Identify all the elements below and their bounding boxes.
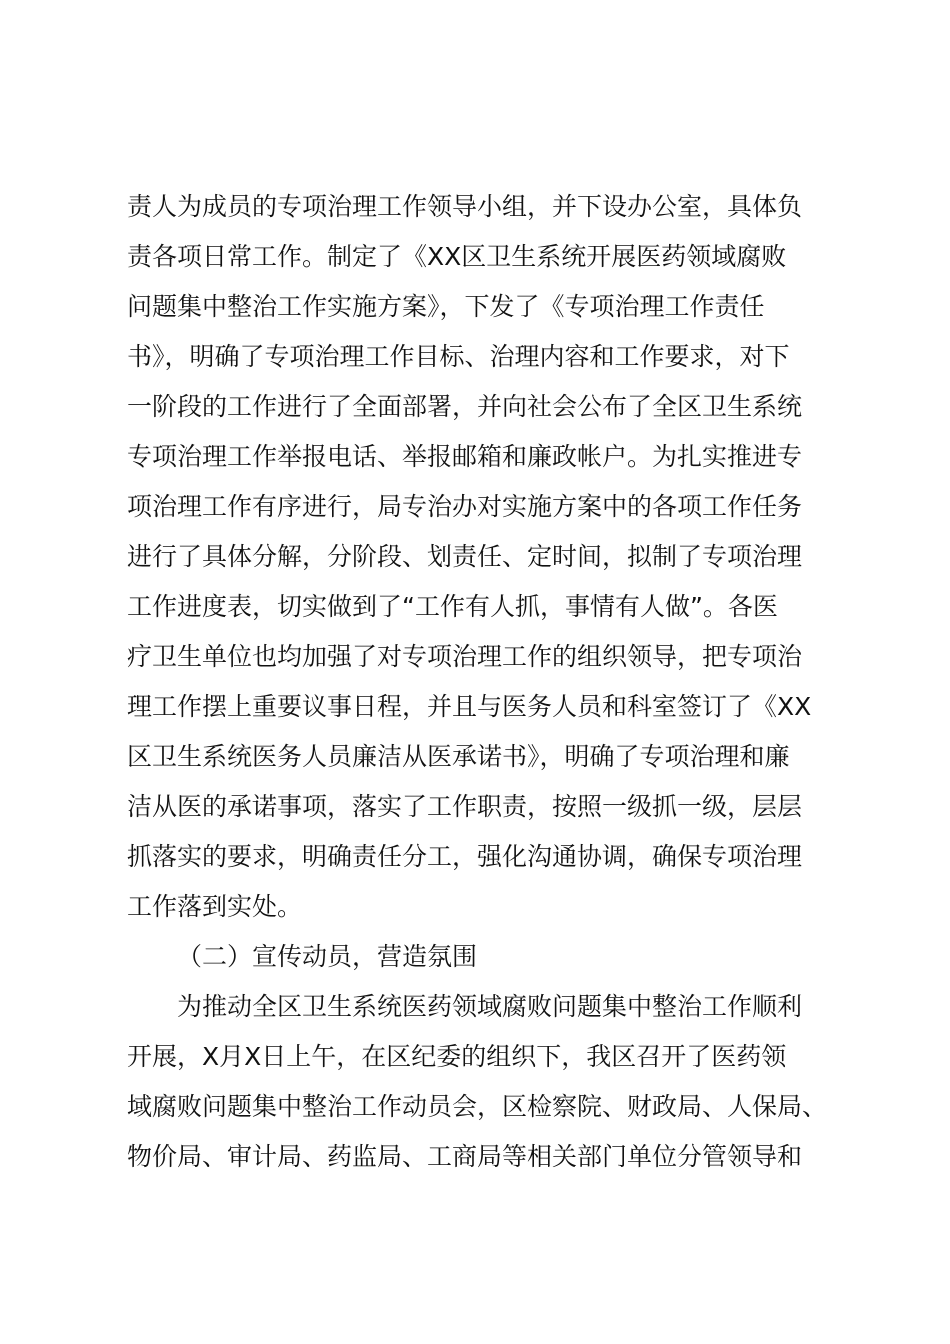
body-line: 工作进度表，切实做到了“工作有人抓，事情有人做”。各医 — [127, 592, 778, 621]
body-line: 专项治理工作举报电话、举报邮箱和廉政帐户。为扎实推进专 — [127, 442, 803, 471]
body-line: 开展，X月X日上午，在区纪委的组织下，我区召开了医药领 — [127, 1042, 787, 1071]
body-line: 物价局、审计局、药监局、工商局等相关部门单位分管领导和 — [127, 1142, 803, 1171]
body-line: 进行了具体分解，分阶段、划责任、定时间，拟制了专项治理 — [127, 542, 803, 571]
body-line: 区卫生系统医务人员廉洁从医承诺书》，明确了专项治理和廉 — [127, 742, 790, 771]
body-line: 一阶段的工作进行了全面部署，并向社会公布了全区卫生系统 — [127, 392, 803, 421]
body-line: 问题集中整治工作实施方案》，下发了《专项治理工作责任 — [127, 292, 765, 321]
body-line: 工作落到实处。 — [127, 892, 303, 921]
body-line: 抓落实的要求，明确责任分工，强化沟通协调，确保专项治理 — [127, 842, 803, 871]
body-line: 责各项日常工作。制定了《XX区卫生系统开展医药领域腐败 — [127, 242, 787, 271]
body-line: 理工作摆上重要议事日程，并且与医务人员和科室签订了《XX — [127, 692, 812, 721]
body-line: 疗卫生单位也均加强了对专项治理工作的组织领导，把专项治 — [127, 642, 803, 671]
body-line: 书》，明确了专项治理工作目标、治理内容和工作要求，对下 — [127, 342, 790, 371]
section-heading: （二）宣传动员，营造氛围 — [177, 942, 478, 971]
body-line: 项治理工作有序进行，局专治办对实施方案中的各项工作任务 — [127, 492, 803, 521]
body-line: 责人为成员的专项治理工作领导小组，并下设办公室，具体负 — [127, 192, 803, 221]
body-line: 洁从医的承诺事项，落实了工作职责，按照一级抓一级，层层 — [127, 792, 803, 821]
document-body — [127, 182, 847, 1182]
body-line: 为推动全区卫生系统医药领域腐败问题集中整治工作顺利 — [177, 992, 803, 1021]
body-line: 域腐败问题集中整治工作动员会，区检察院、财政局、人保局、 — [127, 1092, 828, 1121]
